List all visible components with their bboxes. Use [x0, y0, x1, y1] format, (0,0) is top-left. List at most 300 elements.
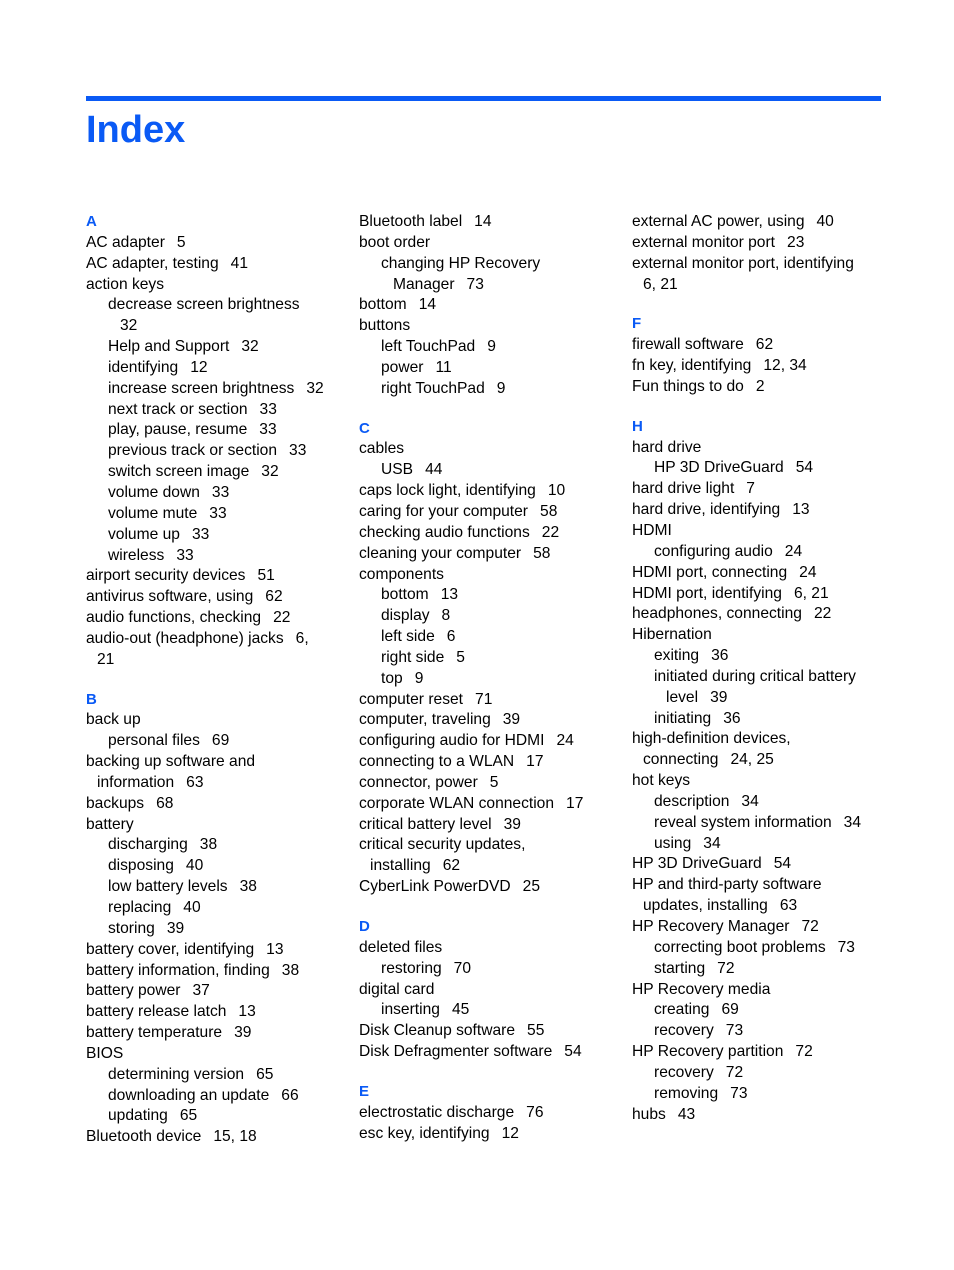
entry-term: corporate WLAN connection [359, 794, 555, 812]
section-letter: D [359, 918, 370, 935]
entry-term: BIOS [86, 1044, 124, 1062]
entry-pages: 6, [295, 629, 309, 647]
entry-term: caps lock light, identifying [359, 482, 536, 500]
entry-term: HP Recovery Manager [632, 918, 790, 935]
entry-term: 6, 21 [643, 275, 678, 293]
index-entry [86, 1002, 348, 1023]
entry-pages: 72 [717, 959, 735, 977]
index-subentry [86, 731, 348, 752]
entry-term: hot keys [632, 772, 691, 790]
entry-term: Help and Support [108, 338, 230, 356]
index-subentry [86, 316, 348, 337]
entry-term: HP and third-party software [632, 876, 822, 894]
entry-term: cables [359, 440, 405, 458]
entry-term: increase screen brightness [108, 379, 295, 397]
entry-term: disposing [108, 857, 174, 875]
index-entry [359, 1103, 621, 1124]
index-entry [359, 752, 621, 773]
entry-term: configuring audio [654, 542, 773, 560]
entry-term: wireless [108, 546, 165, 564]
entry-pages: 33 [259, 421, 277, 439]
entry-term: HP Recovery media [632, 980, 771, 998]
index-subentry [632, 1063, 894, 1084]
entry-pages: 72 [795, 1043, 813, 1061]
entry-term: initiated during critical battery [654, 667, 856, 685]
entry-pages: 66 [281, 1086, 299, 1104]
index-column-2 [359, 212, 621, 1144]
entry-term: digital card [359, 980, 435, 998]
entry-pages: 34 [843, 813, 862, 831]
entry-pages: 10 [547, 482, 566, 500]
entry-term: determining version [108, 1065, 245, 1083]
entry-pages: 63 [779, 897, 798, 915]
entry-term: HDMI port, connecting [632, 563, 788, 581]
entry-pages: 43 [677, 1105, 696, 1123]
index-entry [359, 980, 621, 1001]
entry-term: battery cover, identifying [86, 940, 255, 958]
entry-pages: 71 [475, 690, 493, 708]
entry-pages: 7 [746, 480, 755, 498]
entry-pages: 22 [813, 605, 832, 623]
entry-pages: 5 [456, 648, 465, 666]
index-entry [359, 773, 621, 794]
entry-pages: 5 [176, 233, 186, 251]
entry-pages: 65 [256, 1065, 274, 1083]
entry-pages: 38 [281, 961, 300, 979]
entry-pages: 17 [566, 794, 584, 812]
entry-term: volume down [108, 483, 200, 501]
index-section [359, 212, 621, 400]
entry-term: HP 3D DriveGuard [632, 855, 762, 873]
index-entry [632, 729, 894, 750]
index-subentry [359, 585, 621, 606]
entry-pages: 9 [414, 669, 424, 687]
entry-term: recovery [654, 1022, 714, 1040]
entry-pages: 55 [527, 1022, 545, 1040]
index-subentry [632, 542, 894, 563]
entry-pages: 24, 25 [730, 751, 774, 769]
entry-term: power [381, 358, 424, 376]
index-entry [632, 625, 894, 646]
entry-pages: 12, 34 [763, 357, 807, 375]
entry-term: backing up software and [86, 753, 256, 771]
entry-term: HP 3D DriveGuard [654, 459, 784, 477]
index-entry [86, 1023, 348, 1044]
entry-term: removing [654, 1084, 719, 1102]
entry-pages: 58 [533, 544, 551, 562]
index-entry [359, 439, 621, 460]
entry-term: audio-out (headphone) jacks [86, 629, 284, 647]
entry-term: Fun things to do [632, 377, 744, 395]
entry-pages: 24 [799, 563, 817, 581]
entry-pages: 44 [425, 461, 443, 479]
entry-term: components [359, 565, 444, 583]
entry-pages: 37 [192, 982, 210, 1000]
entry-term: AC adapter [86, 233, 165, 251]
index-entry [86, 254, 348, 275]
index-subentry [359, 275, 621, 296]
section-letter: F [632, 315, 642, 333]
index-subentry [359, 959, 621, 980]
section-letter: E [359, 1082, 370, 1100]
entry-pages: 9 [496, 379, 506, 397]
entry-pages: 54 [564, 1043, 582, 1061]
index-entry [632, 377, 894, 398]
entry-pages: 22 [541, 523, 560, 541]
index-entry [86, 587, 348, 608]
entry-term: bottom [381, 586, 429, 604]
entry-term: changing HP Recovery [381, 254, 541, 272]
index-subentry [86, 1086, 348, 1107]
entry-pages: 72 [725, 1063, 744, 1081]
entry-term: Bluetooth device [86, 1128, 202, 1146]
entry-pages: 65 [179, 1107, 198, 1125]
entry-pages: 73 [466, 275, 484, 293]
index-subentry [632, 959, 894, 980]
entry-term: left TouchPad [381, 338, 476, 356]
entry-pages: 39 [503, 815, 521, 833]
entry-term: identifying [108, 358, 179, 376]
entry-term: inserting [381, 1001, 440, 1019]
index-subentry [86, 1065, 348, 1086]
index-subentry [632, 667, 894, 688]
index-entry [359, 481, 621, 502]
entry-pages: 13 [792, 501, 810, 519]
entry-pages: 33 [211, 483, 230, 501]
entry-term: replacing [108, 899, 172, 916]
index-entry [632, 438, 894, 459]
index-entry [632, 335, 894, 356]
index-subentry [86, 379, 348, 400]
entry-term: connector, power [359, 773, 478, 791]
entry-term: fn key, identifying [632, 357, 752, 375]
entry-pages: 40 [816, 213, 834, 230]
index-subentry [359, 358, 621, 379]
entry-term: CyberLink PowerDVD [359, 878, 511, 896]
index-subentry [632, 1021, 894, 1042]
entry-term: critical security updates, [359, 836, 526, 854]
index-section [86, 690, 348, 1149]
entry-term: antivirus software, using [86, 588, 254, 606]
entry-pages: 51 [257, 567, 275, 585]
entry-term: volume mute [108, 504, 198, 522]
entry-term: initiating [654, 709, 712, 727]
entry-term: discharging [108, 836, 188, 854]
entry-pages: 54 [795, 459, 814, 477]
entry-pages: 33 [191, 525, 210, 543]
entry-term: HDMI port, identifying [632, 584, 782, 602]
index-entry [86, 961, 348, 982]
entry-pages: 76 [526, 1103, 544, 1121]
index-entry [632, 212, 894, 233]
entry-pages: 45 [451, 1001, 470, 1019]
entry-term: battery temperature [86, 1024, 223, 1042]
entry-term: high-definition devices, [632, 730, 791, 748]
entry-pages: 39 [502, 711, 521, 729]
entry-pages: 38 [199, 836, 218, 854]
index-subentry [632, 1000, 894, 1021]
entry-term: volume up [108, 525, 180, 543]
entry-term: level [666, 688, 699, 706]
entry-term: downloading an update [108, 1086, 270, 1104]
index-section [359, 419, 621, 898]
index-subentry [86, 504, 348, 525]
index-entry [86, 815, 348, 836]
index-entry [86, 1127, 348, 1148]
index-subentry [86, 546, 348, 567]
entry-pages: 15, 18 [213, 1128, 257, 1146]
index-subentry [86, 919, 348, 940]
index-subentry [86, 462, 348, 483]
entry-term: updates, installing [643, 897, 768, 915]
entry-term: audio functions, checking [86, 609, 262, 627]
index-entry [359, 1124, 621, 1145]
entry-term: Bluetooth label [359, 213, 463, 230]
entry-term: battery release latch [86, 1003, 227, 1021]
index-subentry [86, 358, 348, 379]
index-subentry [86, 898, 348, 919]
entry-pages: 69 [211, 732, 230, 750]
entry-pages: 14 [418, 296, 437, 314]
index-entry [86, 629, 348, 650]
index-entry [359, 212, 621, 233]
index-subentry [86, 483, 348, 504]
index-subentry [359, 254, 621, 275]
index-entry [632, 584, 894, 605]
index-subentry [86, 835, 348, 856]
entry-pages: 23 [787, 233, 805, 251]
index-entry [632, 980, 894, 1001]
entry-pages: 13 [440, 586, 459, 604]
entry-pages: 8 [441, 607, 451, 625]
entry-pages: 11 [435, 358, 452, 376]
index-subentry [632, 792, 894, 813]
entry-pages: 73 [730, 1084, 748, 1102]
entry-term: battery information, finding [86, 961, 270, 979]
index-column-3 [632, 212, 894, 1125]
entry-term: computer reset [359, 690, 464, 708]
index-section [632, 212, 894, 295]
index-entry [86, 773, 348, 794]
entry-pages: 33 [289, 442, 307, 460]
page-title: Index [86, 109, 186, 151]
index-entry [86, 752, 348, 773]
entry-term: decrease screen brightness [108, 296, 300, 314]
index-section [86, 212, 348, 671]
index-subentry [359, 379, 621, 400]
index-entry [632, 1105, 894, 1126]
index-entry [359, 710, 621, 731]
index-entry [632, 356, 894, 377]
index-subentry [632, 688, 894, 709]
entry-term: top [381, 669, 403, 687]
entry-pages: 13 [238, 1003, 256, 1021]
entry-term: hard drive, identifying [632, 501, 781, 519]
index-subentry [86, 420, 348, 441]
entry-term: airport security devices [86, 567, 246, 585]
index-subentry [632, 813, 894, 834]
index-subentry [359, 460, 621, 481]
entry-pages: 17 [526, 753, 544, 771]
entry-term: left side [381, 628, 435, 646]
entry-pages: 22 [273, 609, 291, 627]
index-entry [359, 731, 621, 752]
entry-pages: 24 [784, 542, 803, 560]
entry-term: action keys [86, 275, 165, 293]
index-subentry [86, 856, 348, 877]
index-subentry [632, 646, 894, 667]
entry-term: connecting to a WLAN [359, 753, 515, 771]
index-entry [86, 1044, 348, 1065]
entry-pages: 63 [186, 773, 204, 791]
index-subentry [86, 295, 348, 316]
entry-pages: 73 [725, 1022, 744, 1040]
index-entry [359, 295, 621, 316]
index-entry [632, 275, 894, 296]
entry-term: correcting boot problems [654, 938, 826, 956]
entry-pages: 25 [522, 878, 541, 896]
entry-pages: 34 [741, 792, 759, 810]
entry-pages: 32 [120, 317, 138, 335]
index-entry [86, 794, 348, 815]
entry-pages: 12 [190, 358, 208, 376]
entry-term: battery [86, 815, 134, 833]
section-letter: B [86, 690, 97, 708]
entry-term: firewall software [632, 336, 744, 354]
entry-pages: 2 [755, 377, 765, 395]
entry-term: restoring [381, 959, 442, 977]
entry-term: exiting [654, 647, 700, 665]
index-subentry [632, 709, 894, 730]
index-subentry [632, 834, 894, 855]
index-entry [632, 479, 894, 500]
entry-pages: 36 [723, 709, 741, 727]
index-subentry [86, 337, 348, 358]
entry-term: external monitor port, identifying [632, 254, 854, 272]
entry-term: critical battery level [359, 815, 492, 833]
index-entry [359, 502, 621, 523]
section-letter: C [359, 419, 370, 437]
entry-term: updating [108, 1107, 168, 1125]
index-entry [86, 275, 348, 296]
entry-pages: 69 [721, 1001, 739, 1019]
entry-pages: 40 [183, 899, 201, 916]
index-entry [632, 233, 894, 254]
entry-term: buttons [359, 317, 411, 335]
index-subentry [632, 458, 894, 479]
index-entry [632, 875, 894, 896]
entry-term: headphones, connecting [632, 605, 802, 623]
entry-pages: 5 [489, 773, 499, 791]
index-entry [632, 521, 894, 542]
index-entry [632, 917, 894, 938]
index-entry [86, 650, 348, 671]
entry-term: Disk Cleanup software [359, 1022, 516, 1040]
entry-pages: 32 [241, 338, 259, 356]
index-subentry [632, 1084, 894, 1105]
entry-term: display [381, 607, 430, 625]
index-entry [359, 877, 621, 898]
entry-term: bottom [359, 296, 407, 314]
entry-term: recovery [654, 1063, 714, 1081]
entry-pages: 33 [259, 400, 277, 418]
entry-pages: 36 [711, 647, 729, 665]
entry-term: description [654, 792, 730, 810]
entry-pages: 41 [230, 254, 248, 272]
entry-term: AC adapter, testing [86, 254, 219, 272]
index-entry [86, 981, 348, 1002]
index-entry [359, 544, 621, 565]
entry-term: external monitor port [632, 233, 776, 251]
entry-term: computer, traveling [359, 711, 491, 729]
entry-pages: 13 [266, 940, 284, 958]
entry-term: hard drive [632, 438, 702, 456]
index-entry [86, 608, 348, 629]
entry-pages: 21 [97, 650, 115, 668]
entry-term: using [654, 834, 692, 852]
index-entry [86, 940, 348, 961]
index-entry [86, 233, 348, 254]
index-subentry [359, 669, 621, 690]
index-entry [359, 316, 621, 337]
entry-term: Manager [393, 275, 455, 293]
entry-pages: 6 [446, 628, 456, 646]
entry-pages: 32 [306, 379, 324, 397]
entry-term: previous track or section [108, 442, 278, 460]
index-entry [632, 771, 894, 792]
index-subentry [86, 525, 348, 546]
entry-pages: 33 [209, 504, 227, 522]
index-subentry [86, 1106, 348, 1127]
entry-term: checking audio functions [359, 523, 530, 541]
entry-term: creating [654, 1001, 710, 1019]
entry-term: right side [381, 648, 445, 666]
entry-term: information [97, 773, 175, 791]
header-rule [86, 96, 881, 101]
index-subentry [359, 627, 621, 648]
index-entry [359, 1042, 621, 1063]
entry-term: hubs [632, 1105, 666, 1123]
entry-pages: 24 [556, 732, 574, 750]
index-entry [86, 710, 348, 731]
entry-term: backups [86, 794, 145, 812]
index-entry [359, 1021, 621, 1042]
entry-pages: 34 [703, 834, 721, 852]
entry-term: next track or section [108, 400, 248, 418]
index-entry [359, 233, 621, 254]
entry-term: installing [370, 857, 431, 875]
entry-pages: 39 [710, 688, 728, 706]
index-entry [359, 565, 621, 586]
entry-term: USB [381, 461, 414, 479]
index-entry [359, 690, 621, 711]
index-subentry [359, 648, 621, 669]
entry-pages: 68 [156, 794, 174, 812]
entry-term: starting [654, 959, 706, 977]
entry-pages: 39 [166, 919, 185, 937]
index-entry [632, 563, 894, 584]
entry-pages: 9 [487, 338, 496, 356]
entry-pages: 12 [501, 1124, 519, 1142]
entry-term: caring for your computer [359, 502, 529, 520]
index-subentry [632, 938, 894, 959]
entry-term: electrostatic discharge [359, 1103, 515, 1121]
entry-term: play, pause, resume [108, 421, 248, 439]
entry-term: configuring audio for HDMI [359, 732, 545, 750]
index-subentry [359, 1000, 621, 1021]
entry-pages: 70 [453, 959, 472, 977]
entry-term: HDMI [632, 521, 672, 539]
